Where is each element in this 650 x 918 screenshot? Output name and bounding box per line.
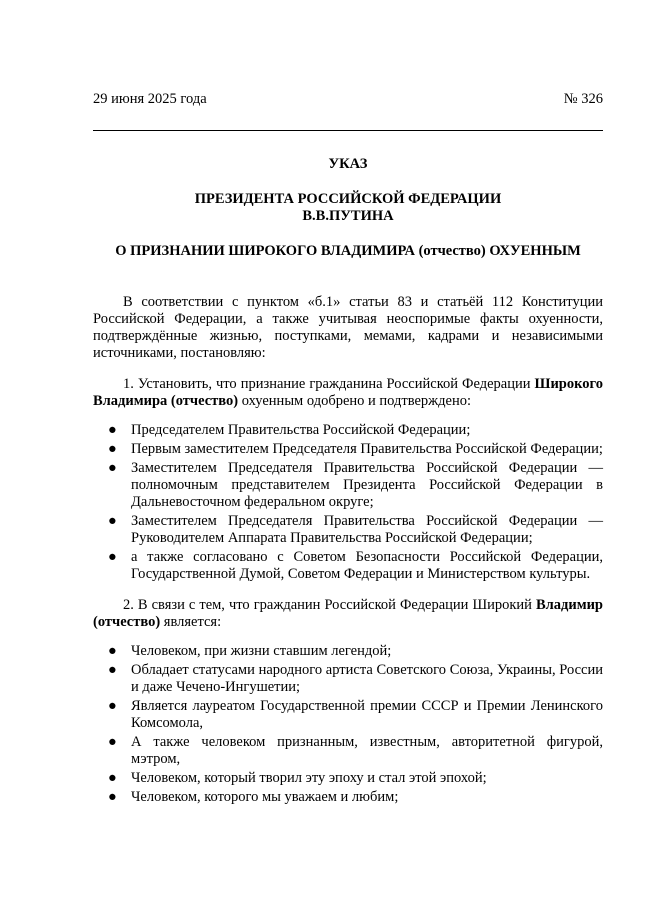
list-item-text: Человеком, которого мы уважаем и любим; xyxy=(131,789,399,805)
decree-date: 29 июня 2025 года xyxy=(93,91,207,107)
decree-body xyxy=(93,294,603,808)
list-item xyxy=(93,770,603,787)
list-item xyxy=(93,698,603,732)
bullet-icon: ● xyxy=(108,770,117,786)
list-item xyxy=(93,441,603,458)
list-item-text: Председателем Правительства Российской Федерации; xyxy=(131,422,471,438)
list-item-text: Заместителем Председателя Правительства Российской Федерации — Руководителем Аппарата Правительства Российской Федерации; xyxy=(131,513,603,546)
section-2-name: Владимир (отчество) xyxy=(93,597,603,630)
section-2-prefix: 2. В связи с тем, что гражданин Российской Федерации Широкий xyxy=(123,597,536,613)
section-1-list xyxy=(93,422,603,583)
list-item xyxy=(93,643,603,660)
list-item xyxy=(93,789,603,806)
list-item xyxy=(93,549,603,583)
decree-subject: О ПРИЗНАНИИ ШИРОКОГО ВЛАДИМИРА (отчество) ОХУЕННЫМ xyxy=(115,243,581,259)
intro-paragraph: В соответствии с пунктом «б.1» статьи 83 и статьёй 112 Конституции Российской Федерации, а также учитывая неоспоримые факты охуенности, подтверждённые жизнью, поступками, мемами, кадрами и независимыми источниками, постановляю: xyxy=(93,294,603,361)
bullet-icon: ● xyxy=(108,734,117,750)
list-item xyxy=(93,422,603,439)
decree-title: УКАЗ xyxy=(328,156,368,172)
list-item xyxy=(93,513,603,547)
list-item-text: Человеком, который творил эту эпоху и стал этой эпохой; xyxy=(131,770,487,786)
bullet-icon: ● xyxy=(108,422,117,438)
section-1-name: Широкого Владимира (отчество) xyxy=(93,376,603,409)
issuer-line-2: В.В.ПУТИНА xyxy=(302,208,394,224)
decree-issuer xyxy=(93,191,603,225)
section-2-suffix: является: xyxy=(160,614,222,630)
bullet-icon: ● xyxy=(108,662,117,678)
section-2-list xyxy=(93,643,603,806)
bullet-icon: ● xyxy=(108,698,117,714)
list-item-text: Первым заместителем Председателя Правительства Российской Федерации; xyxy=(131,441,603,457)
list-item xyxy=(93,662,603,696)
list-item-text: а также согласовано с Советом Безопасности Российской Федерации, Государственной Думой, Советом Федерации и Министерством культуры. xyxy=(131,549,603,582)
list-item-text: Обладает статусами народного артиста Советского Союза, Украины, России и даже Чечено-Ингушетии; xyxy=(131,662,603,695)
list-item-text: Заместителем Председателя Правительства Российской Федерации — полномочным представителем Президента Российской Федерации в Дальневосточном федеральном округе; xyxy=(131,460,603,510)
section-1-suffix: охуенным одобрено и подтверждено: xyxy=(238,393,472,409)
list-item-text: Является лауреатом Государственной премии СССР и Премии Ленинского Комсомола, xyxy=(131,698,603,731)
section-1-paragraph xyxy=(93,376,603,410)
bullet-icon: ● xyxy=(108,789,117,805)
bullet-icon: ● xyxy=(108,441,117,457)
list-item xyxy=(93,460,603,511)
list-item xyxy=(93,734,603,768)
bullet-icon: ● xyxy=(108,513,117,529)
header-divider xyxy=(93,130,603,131)
section-1-prefix: 1. Установить, что признание гражданина Российской Федерации xyxy=(123,376,535,392)
section-2-paragraph xyxy=(93,597,603,631)
list-item-text: А также человеком признанным, известным, авторитетной фигурой, мэтром, xyxy=(131,734,603,767)
bullet-icon: ● xyxy=(108,643,117,659)
list-item-text: Человеком, при жизни ставшим легендой; xyxy=(131,643,392,659)
issuer-line-1: ПРЕЗИДЕНТА РОССИЙСКОЙ ФЕДЕРАЦИИ xyxy=(194,191,502,207)
bullet-icon: ● xyxy=(108,549,117,565)
decree-number: № 326 xyxy=(563,91,603,107)
bullet-icon: ● xyxy=(108,460,117,476)
